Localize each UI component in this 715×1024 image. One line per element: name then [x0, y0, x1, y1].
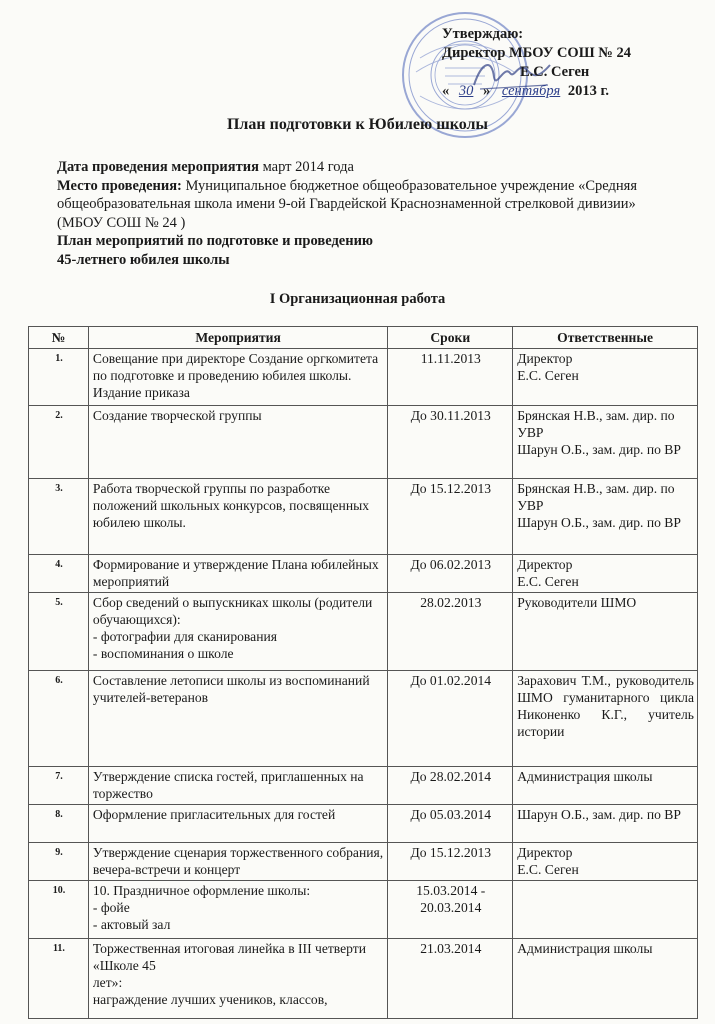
- approval-month: сентября: [501, 83, 561, 99]
- event-text: - актовый зал: [92, 917, 171, 932]
- header-dates: Сроки: [388, 327, 513, 349]
- responsible-text: Шарун О.Б., зам. дир. по ВР: [517, 807, 681, 822]
- row-number: 5.: [29, 593, 89, 671]
- row-date: [388, 593, 513, 671]
- plan-heading-line1: План мероприятий по подготовке и проведению: [57, 233, 374, 249]
- row-date: [388, 881, 513, 939]
- date-text: 20.03.2014: [420, 900, 482, 915]
- table-row: [29, 406, 698, 479]
- director-name: Е.С. Сеген: [520, 64, 590, 80]
- date-text: До 28.02.2014: [410, 769, 492, 784]
- row-responsible: [513, 349, 698, 406]
- row-responsible: [513, 479, 698, 555]
- row-event: [88, 805, 387, 843]
- event-date-label: Дата проведения мероприятия: [57, 159, 259, 175]
- event-text: Формирование и утверждение Плана юбилейных мероприятий: [92, 557, 379, 589]
- row-event: [88, 843, 387, 881]
- document-title: План подготовки к Юбилею школы: [226, 116, 488, 133]
- event-text: награждение лучших учеников, классов,: [92, 992, 328, 1007]
- responsible-text: Руководители ШМО: [517, 595, 637, 610]
- event-text: Создание творческой группы: [92, 408, 262, 423]
- event-place-label: Место проведения:: [57, 177, 182, 194]
- approval-day: 30: [458, 83, 474, 99]
- row-responsible: [513, 767, 698, 805]
- event-date-value: март 2014 года: [258, 159, 354, 175]
- row-date: [388, 349, 513, 406]
- row-date: [388, 843, 513, 881]
- table-row: [29, 939, 698, 1019]
- responsible-text: Зарахович Т.М., руководитель ШМО гуманитарного цикла Никоненко К.Г., учитель истории: [517, 673, 694, 739]
- date-text: До 05.03.2014: [410, 807, 492, 822]
- row-event: [88, 555, 387, 593]
- row-responsible: [513, 406, 698, 479]
- date-text: 28.02.2013: [420, 595, 482, 610]
- event-text: Оформление пригласительных для гостей: [92, 807, 336, 822]
- row-responsible: [513, 939, 698, 1019]
- responsible-text: Директор: [517, 351, 573, 366]
- section-title: I Организационная работа: [269, 291, 446, 307]
- row-date: [388, 555, 513, 593]
- event-text: Сбор сведений о выпускниках школы (родители обучающихся):: [92, 595, 373, 627]
- approval-date-line: [442, 82, 702, 101]
- date-text: До 01.02.2014: [410, 673, 492, 688]
- approval-block: [442, 25, 702, 101]
- table-row: [29, 479, 698, 555]
- event-place-value: Муниципальное бюджетное общеобразовательное учреждение «Средняя общеобразовательная школа имени 9-ой Гвардейской Краснознаменной стрелковой дивизии» (МБОУ СОШ № 24 ): [57, 177, 638, 231]
- event-text: лет»:: [92, 975, 123, 990]
- table-row: [29, 805, 698, 843]
- responsible-text: Директор: [517, 845, 573, 860]
- header-number: №: [29, 327, 89, 349]
- table-header-row: [29, 327, 698, 349]
- responsible-text: Шарун О.Б., зам. дир. по ВР: [517, 442, 681, 457]
- approval-heading: Утверждаю:: [442, 26, 524, 42]
- date-text: 11.11.2013: [420, 351, 481, 366]
- row-number: 1.: [29, 349, 89, 406]
- date-text: 15.03.2014 -: [416, 883, 486, 898]
- row-date: [388, 406, 513, 479]
- event-info: [57, 158, 677, 269]
- row-event: [88, 479, 387, 555]
- event-text: Утверждение сценария торжественного собрания, вечера-встречи и концерт: [92, 845, 384, 877]
- approval-year: 2013 г.: [567, 83, 610, 99]
- row-event: [88, 593, 387, 671]
- approval-director-line: [442, 63, 702, 82]
- plan-heading-line2: 45-летнего юбилея школы: [57, 251, 230, 268]
- table-row: [29, 881, 698, 939]
- event-text: 10. Праздничное оформление школы:: [92, 883, 311, 898]
- row-date: [388, 939, 513, 1019]
- header-responsible: Ответственные: [513, 327, 698, 349]
- responsible-text: Администрация школы: [517, 941, 653, 956]
- table-row: [29, 555, 698, 593]
- row-number: 10.: [29, 881, 89, 939]
- row-event: [88, 406, 387, 479]
- events-table: [28, 326, 698, 1019]
- row-number: 11.: [29, 939, 89, 1019]
- row-number: 3.: [29, 479, 89, 555]
- row-responsible: [513, 843, 698, 881]
- responsible-text: Е.С. Сеген: [517, 574, 579, 589]
- row-number: 9.: [29, 843, 89, 881]
- responsible-text: Администрация школы: [517, 769, 653, 784]
- row-responsible: [513, 671, 698, 767]
- event-text: - фойе: [92, 900, 130, 915]
- table-row: [29, 767, 698, 805]
- date-text: 21.03.2014: [420, 941, 482, 956]
- event-text: Работа творческой группы по разработке положений школьных конкурсов, посвященных юбилею школы.: [92, 481, 370, 530]
- date-text: До 15.12.2013: [410, 845, 492, 860]
- row-responsible: [513, 881, 698, 939]
- row-date: [388, 671, 513, 767]
- table-row: [29, 671, 698, 767]
- event-text: Торжественная итоговая линейка в III четверти «Школе 45: [92, 941, 367, 973]
- row-number: 8.: [29, 805, 89, 843]
- event-date-line: [57, 158, 677, 177]
- header-events: Мероприятия: [88, 327, 387, 349]
- responsible-text: Е.С. Сеген: [517, 862, 579, 877]
- responsible-text: Шарун О.Б., зам. дир. по ВР: [517, 515, 681, 530]
- event-text: - фотографии для сканирования: [92, 629, 277, 644]
- responsible-text: Е.С. Сеген: [517, 368, 579, 383]
- row-event: [88, 349, 387, 406]
- row-event: [88, 881, 387, 939]
- event-text: Утверждение списка гостей, приглашенных на торжество: [92, 769, 364, 801]
- responsible-text: Брянская Н.В., зам. дир. по УВР: [517, 481, 675, 513]
- row-number: 6.: [29, 671, 89, 767]
- responsible-text: Директор: [517, 557, 573, 572]
- row-date: [388, 767, 513, 805]
- date-open-quote: «: [442, 83, 450, 99]
- row-responsible: [513, 593, 698, 671]
- row-number: 2.: [29, 406, 89, 479]
- event-text: Составление летописи школы из воспоминаний учителей-ветеранов: [92, 673, 370, 705]
- row-event: [88, 939, 387, 1019]
- responsible-text: Брянская Н.В., зам. дир. по УВР: [517, 408, 675, 440]
- row-date: [388, 805, 513, 843]
- table-row: [29, 349, 698, 406]
- event-place-line: [57, 177, 677, 233]
- row-event: [88, 767, 387, 805]
- date-text: До 30.11.2013: [410, 408, 491, 423]
- row-responsible: [513, 555, 698, 593]
- row-number: 4.: [29, 555, 89, 593]
- row-responsible: [513, 805, 698, 843]
- date-text: До 15.12.2013: [410, 481, 492, 496]
- approval-position: Директор МБОУ СОШ № 24: [442, 45, 631, 61]
- table-row: [29, 593, 698, 671]
- row-number: 7.: [29, 767, 89, 805]
- event-text: Совещание при директоре Создание оргкомитета по подготовке и проведению юбилея школы. Издание приказа: [92, 351, 379, 400]
- row-date: [388, 479, 513, 555]
- event-text: - воспоминания о школе: [92, 646, 234, 661]
- row-event: [88, 671, 387, 767]
- date-close-quote: »: [483, 83, 491, 99]
- date-text: До 06.02.2013: [410, 557, 492, 572]
- table-row: [29, 843, 698, 881]
